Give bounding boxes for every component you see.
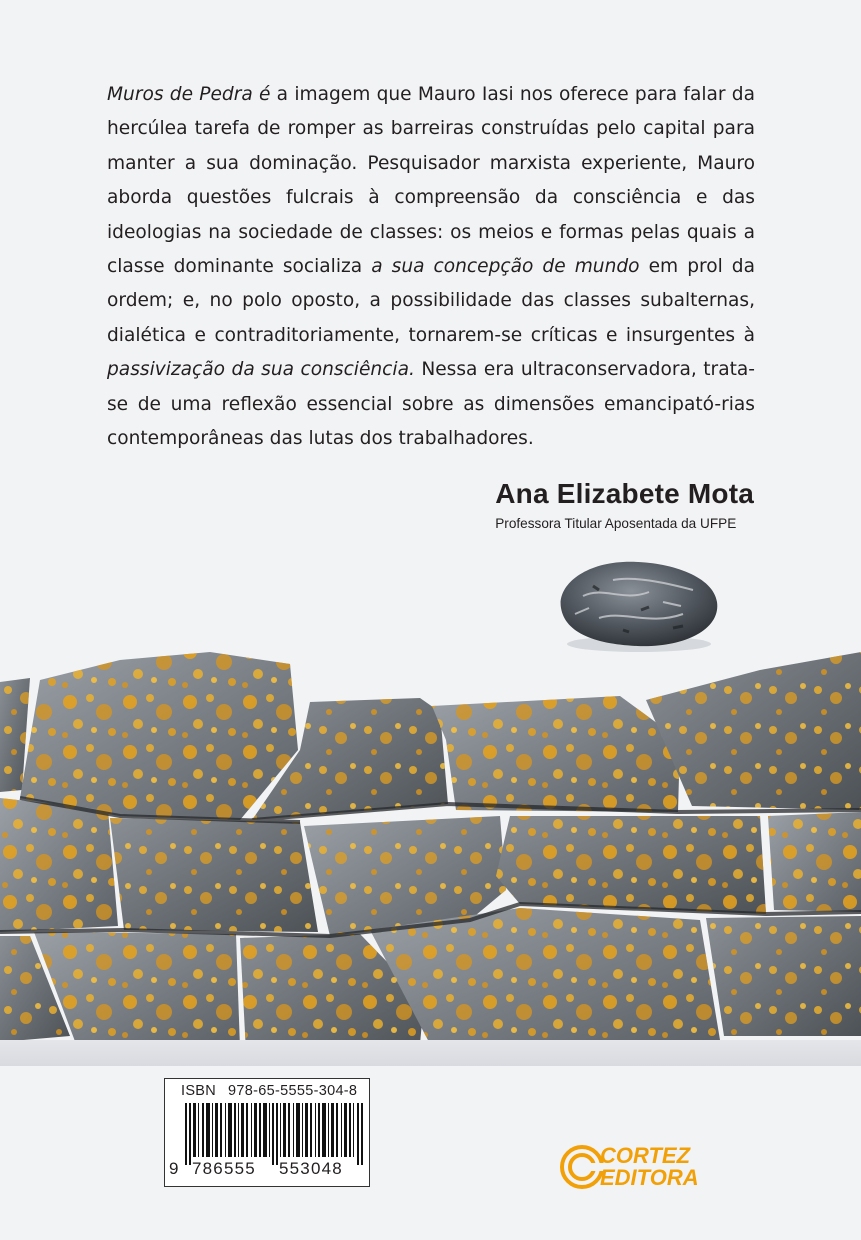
ean-left-digits: 786555	[192, 1159, 256, 1178]
isbn-label	[181, 1083, 357, 1099]
back-cover-blurb	[107, 78, 755, 456]
stone-wall-image	[0, 640, 861, 1070]
wall-stone	[0, 798, 118, 932]
blurb-italic-c: passivização da sua consciência.	[107, 359, 415, 381]
wall-stone	[432, 696, 680, 812]
logo-word-editora: EDITORA	[600, 1165, 699, 1190]
cortez-editora-logo	[560, 1141, 710, 1191]
blurb-italic-b: a sua concepção de mundo	[371, 256, 640, 278]
ean-first-digit: 9	[169, 1159, 179, 1178]
wall-stone	[20, 652, 298, 820]
isbn-barcode	[164, 1078, 370, 1187]
wall-base-shadow	[0, 1040, 861, 1066]
barcode-bars	[185, 1103, 363, 1165]
ean-right-digits: 553048	[279, 1159, 343, 1178]
wall-stone	[496, 816, 766, 914]
author-role: Professora Titular Aposentada da UFPE	[495, 516, 737, 531]
blurb-text-a: a imagem que Mauro Iasi nos oferece para falar da hercúlea tarefa de romper as barreiras construídas pelo capital para manter a sua dominação. Pesquisador marxista experiente, Mauro aborda questões fulcrais à compreensão da consciência e das ideologias na sociedade de classes: os meios e formas pelas quais a classe dominante socializa	[107, 84, 755, 278]
blurb-text-b: em prol da ordem; e, no polo oposto, a possibilidade das classes subalternas, dialética e contraditoriamente, tornarem-se críticas e insurgentes à	[107, 256, 756, 346]
logo-word-cortez: CORTEZ	[600, 1143, 691, 1168]
author-name: Ana Elizabete Mota	[495, 478, 754, 509]
wall-stone	[768, 812, 861, 912]
isbn-number: 978-65-5555-304-8	[228, 1083, 358, 1099]
blurb-text-c: Nessa era ultraconservadora, trata-se de uma reflexão essencial sobre as dimensões emancipató-rias contemporâneas das lutas dos trabalhadores.	[107, 359, 755, 450]
wall-stone	[110, 818, 318, 932]
wall-stone	[370, 908, 720, 1044]
blurb-title-italic: Muros de Pedra é	[107, 84, 271, 105]
wall-stone	[706, 916, 861, 1036]
endorsement-author	[495, 478, 754, 531]
isbn-prefix: ISBN	[181, 1083, 217, 1099]
